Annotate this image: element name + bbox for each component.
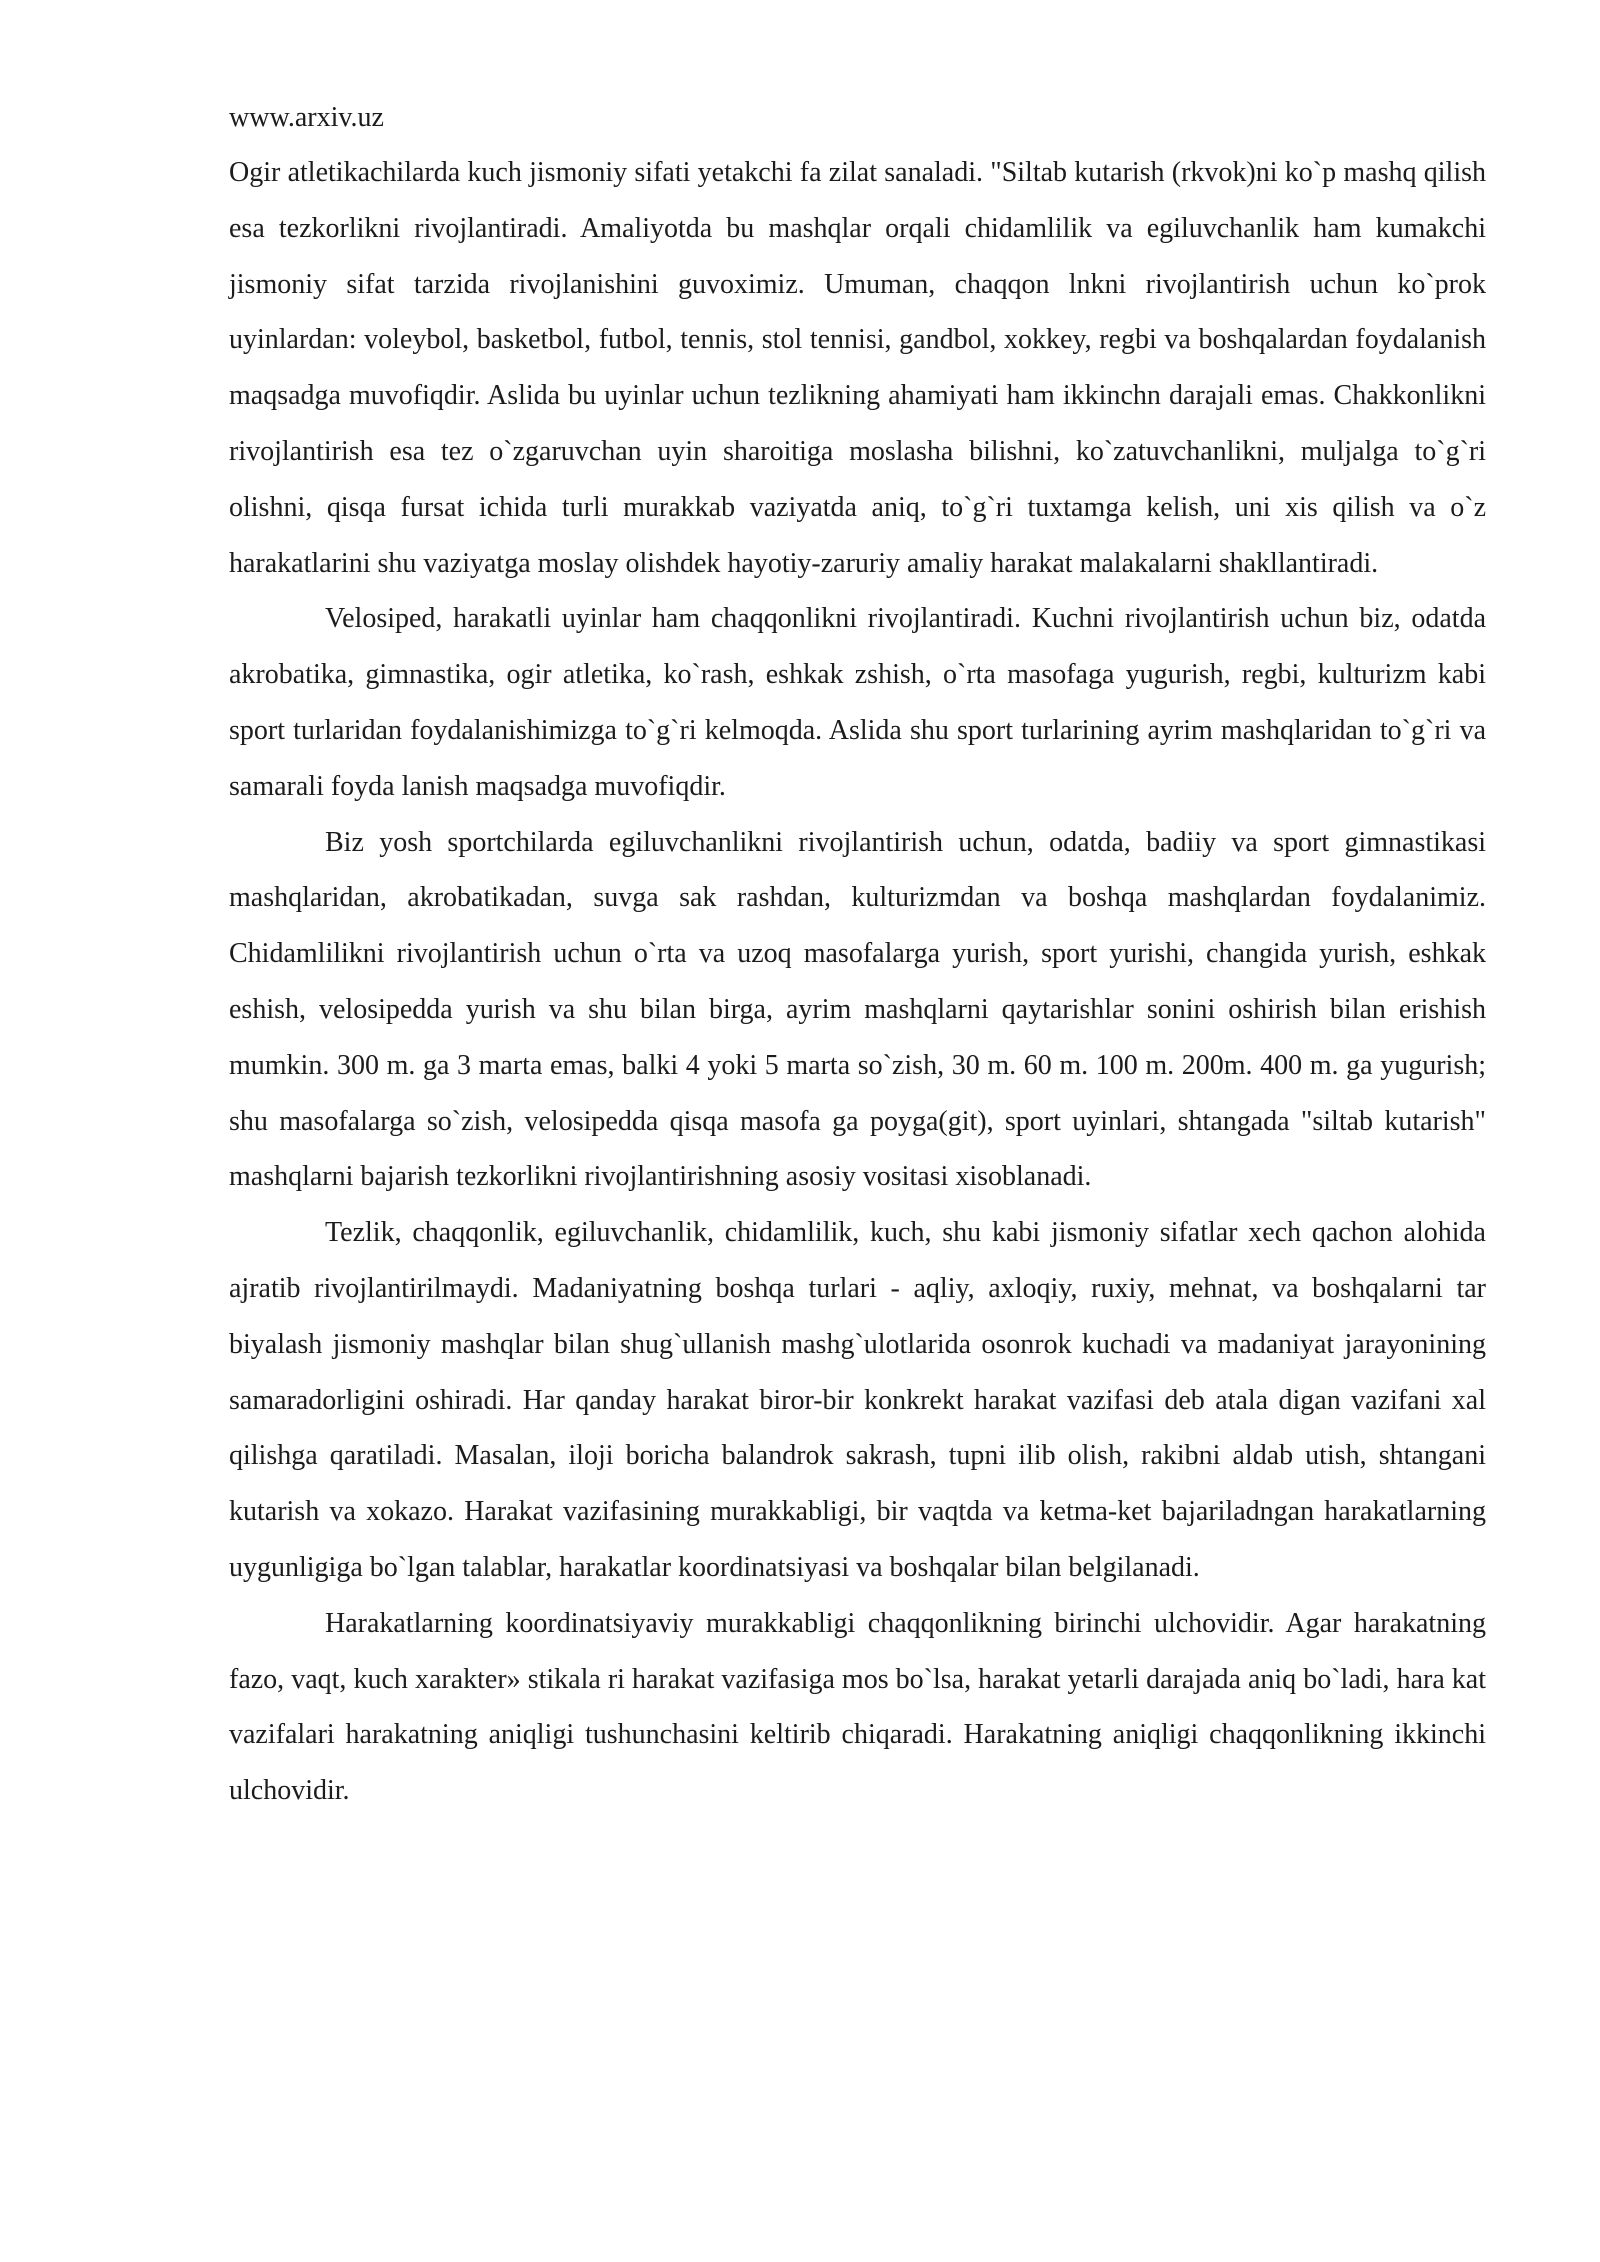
site-url-text: www.arxiv.uz	[229, 102, 384, 133]
paragraph-heavy-athletics: Ogir atletikachilarda kuch jismoniy sifati yetakchi fa zilat sanaladi. "Siltab kutarish (rkvok)ni ko`p mashq qilish esa tezkorlikni rivojlantiradi. Amaliyotda bu mashqlar orqali chidamlilik va egiluvchanlik ham kumakchi jismoniy sifat tarzida rivojlanishini guvoximiz. Umuman, chaqqon lnkni rivojlantirish uchun ko`prok uyinlardan: voleybol, basketbol, futbol, tennis, stol tennisi, gandbol, xokkey, regbi va boshqalardan foydalanish maqsadga muvofiqdir. Aslida bu uyinlar uchun tezlikning ahamiyati ham ikkinchn darajali emas. Chakkonlikni rivojlantirish esa tez o`zgaruvchan uyin sharoitiga moslasha bilishni, ko`zatuvchanlikni, muljalga to`g`ri olishni, qisqa fursat ichida turli murakkab vaziyatda aniq, to`g`ri tuxtamga kelish, uni xis qilish va o`z harakatlarini shu vaziyatga moslay olishdek hayotiy-zaruriy amaliy harakat malakalarni shakllantiradi.	[229, 157, 1486, 579]
paragraph-coordination: Harakatlarning koordinatsiyaviy murakkabligi chaqqonlikning birinchi ulchovidir. Agar harakatning fazo, vaqt, kuch xarakter» stikala ri harakat vazifasiga mos bo`lsa, harakat yetarli darajada aniq bo`ladi, hara kat vazifalari harakatning aniqligi tushunchasini keltirib chiqaradi. Harakatning aniqligi chaqqonlikning ikkinchi ulchovidir.	[229, 1607, 1486, 1807]
paragraph-flexibility: Biz yosh sportchilarda egiluvchanlikni rivojlantirish uchun, odatda, badiiy va sport gimnastikasi mashqlaridan, akrobatikadan, suvga sak rashdan, kulturizmdan va boshqa mashqlardan foydalanimiz. Chidamlilikni rivojlantirish uchun o`rta va uzoq masofalarga yurish, sport yurishi, changida yurish, eshkak eshish, velosipedda yurish va shu bilan birga, ayrim mashqlarni qaytarishlar sonini oshirish bilan erishish mumkin. 300 m. ga 3 marta emas, balki 4 yoki 5 marta so`zish, 30 m. 60 m. 100 m. 200m. 400 m. ga yugurish; shu masofalarga so`zish, velosipedda qisqa masofa ga poyga(git), sport uyinlari, shtangada "siltab kutarish" mashqlarni bajarish tezkorlikni rivojlantirishning asosiy vositasi xisoblanadi.	[229, 826, 1486, 1193]
paragraph-physical-qualities: Tezlik, chaqqonlik, egiluvchanlik, chidamlilik, kuch, shu kabi jismoniy sifatlar xech qachon alohida ajratib rivojlantirilmaydi. Madaniyatning boshqa turlari - aqliy, axloqiy, ruxiy, mehnat, va boshqalarni tar biyalash jismoniy mashqlar bilan shug`ullanish mashg`ulotlarida osonrok kuchadi va madaniyat jarayonining samaradorligini oshiradi. Har qanday harakat biror-bir konkrekt harakat vazifasi deb atala digan vazifani xal qilishga qaratiladi. Masalan, iloji boricha balandrok sakrash, tupni ilib olish, rakibni aldab utish, shtangani kutarish va xokazo. Harakat vazifasining murakkabligi, bir vaqtda va ketma-ket bajariladngan harakatlarning uygunligiga bo`lgan talablar, harakatlar koordinatsiyasi va boshqalar bilan belgilanadi.	[229, 1217, 1486, 1583]
paragraph-cycling: Velosiped, harakatli uyinlar ham chaqqonlikni rivojlantiradi. Kuchni rivojlantirish uchun biz, odatda akrobatika, gimnastika, ogir atletika, ko`rash, eshkak zshish, o`rta masofaga yugurish, regbi, kulturizm kabi sport turlaridan foydalanishimizga to`g`ri kelmoqda. Aslida shu sport turlarining ayrim mashqlaridan to`g`ri va samarali foyda lanish maqsadga muvofiqdir.	[229, 603, 1486, 802]
document-page	[229, 90, 1486, 1819]
